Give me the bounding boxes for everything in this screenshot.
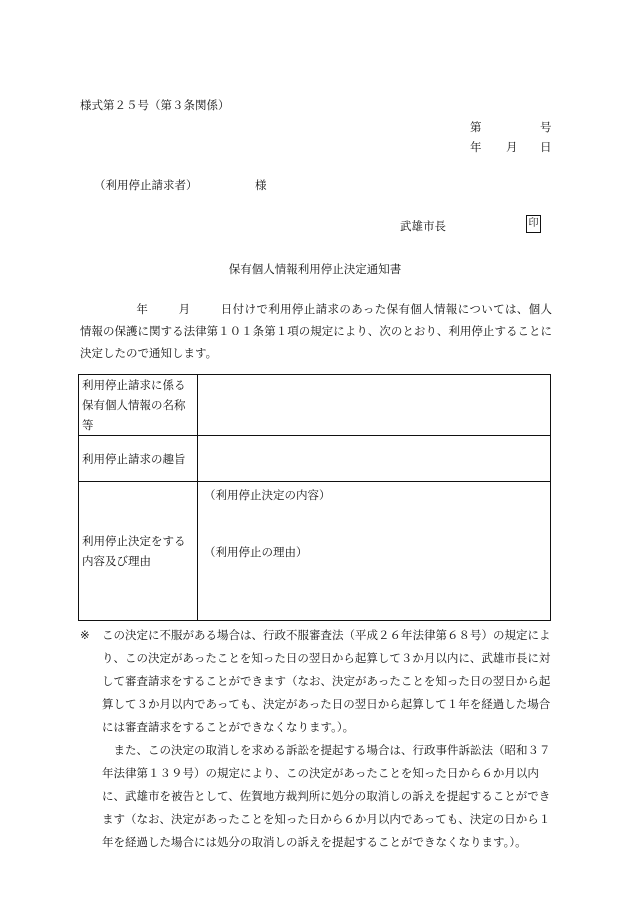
addressee bbox=[94, 177, 267, 193]
body-year: 年 bbox=[136, 302, 149, 316]
seal-stamp: 印 bbox=[526, 215, 541, 233]
decision-reason-heading: （利用停止の理由） bbox=[204, 545, 308, 559]
table-row bbox=[79, 375, 551, 436]
date-day: 日 bbox=[540, 140, 552, 154]
row-value-purpose bbox=[198, 436, 551, 482]
row-value-name bbox=[198, 375, 551, 436]
note-lawsuit: また、この決定の取消しを求める訴訟を提起する場合は、行政事件訴訟法（昭和３７年法律第１３９号）の規定により、この決定があったことを知った日から６か月以内に、武雄市を被告として、佐賀地方裁判所に処分の取消しの訴えを提起することができます（なお、決定があったことを知った日から６か月以内であっても、決定の日から１年を経過した場合には処分の取消しの訴えを提起することができなくなります。）。 bbox=[102, 743, 551, 849]
date-year: 年 bbox=[470, 140, 482, 154]
date-month: 月 bbox=[506, 140, 518, 154]
row-label-decision: 利用停止決定をする内容及び理由 bbox=[79, 482, 198, 621]
notes-section bbox=[80, 624, 555, 854]
doc-number-prefix: 第 bbox=[470, 120, 482, 134]
note-appeal: この決定に不服がある場合は、行政不服審査法（平成２６年法律第６８号）の規定により、この決定があったことを知った日の翌日から起算して３か月以内に、武雄市長に対して審査請求をすることができます（なお、決定があったことを知った日の翌日から起算して３か月以内であっても、決定があった日の翌日から起算して１年を経過した場合には審査請求をすることができなくなります。）。 bbox=[102, 628, 551, 734]
table-row bbox=[79, 436, 551, 482]
addressee-label: （利用停止請求者） bbox=[94, 178, 198, 192]
row-label-name: 利用停止請求に係る保有個人情報の名称等 bbox=[79, 375, 198, 436]
body-paragraph bbox=[80, 298, 552, 364]
body-month: 月 bbox=[178, 302, 191, 316]
note-mark: ※ bbox=[80, 628, 90, 642]
decision-content-heading: （利用停止決定の内容） bbox=[204, 488, 331, 502]
doc-number-suffix: 号 bbox=[540, 120, 552, 134]
issuer-name: 武雄市長 bbox=[400, 219, 446, 233]
form-number: 様式第２５号（第３条関係） bbox=[80, 98, 230, 112]
document-title: 保有個人情報利用停止決定通知書 bbox=[228, 262, 402, 276]
addressee-honorific: 様 bbox=[255, 178, 267, 192]
row-label-purpose: 利用停止請求の趣旨 bbox=[79, 436, 198, 482]
body-text: 日付けで利用停止請求のあった保有個人情報については、個人情報の保護に関する法律第１０１条第１項の規定により、次のとおり、利用停止することに決定したので通知します。 bbox=[80, 302, 553, 360]
